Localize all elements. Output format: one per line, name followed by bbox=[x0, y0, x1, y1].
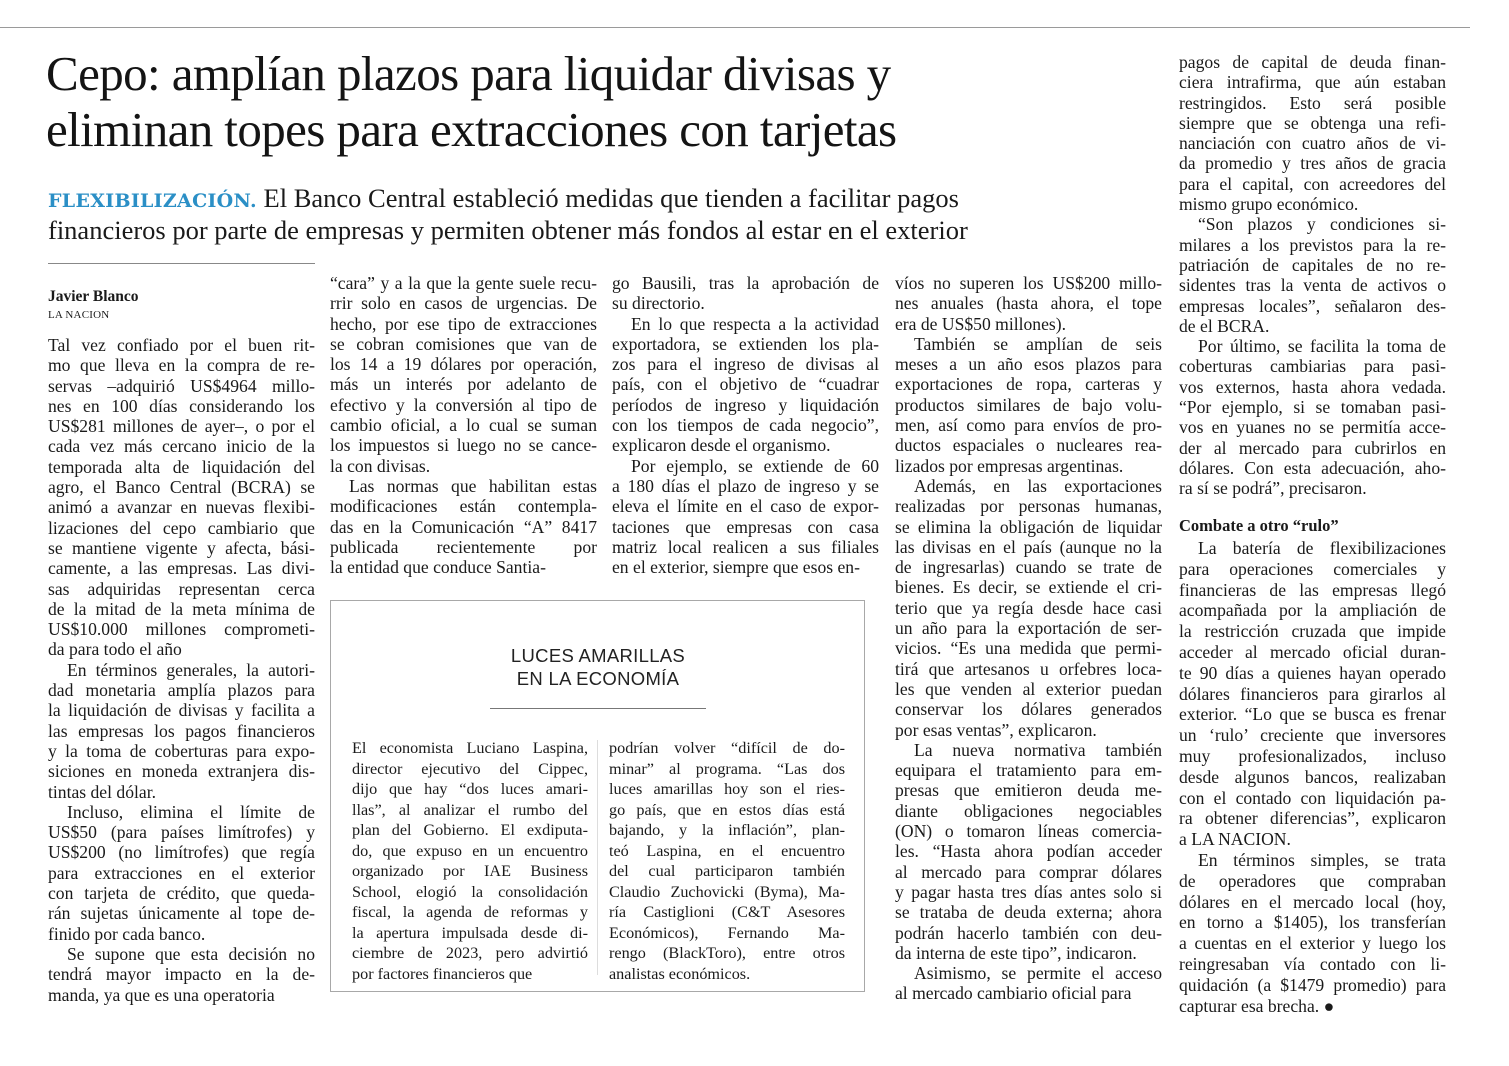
paragraph bbox=[609, 738, 845, 984]
text-line: School, elogió la consolidación bbox=[352, 882, 588, 901]
article-column-3 bbox=[612, 273, 879, 577]
text-line: nes anuales (hasta ahora, el tope bbox=[895, 293, 1162, 314]
text-line: Asimismo, se permite el acceso bbox=[914, 963, 1162, 984]
text-line: de ingresarlas) cuando se trate de bbox=[895, 557, 1162, 578]
sidebar-column-1 bbox=[352, 738, 588, 984]
author-name: Javier Blanco bbox=[48, 288, 139, 305]
byline-rule bbox=[48, 263, 315, 264]
text-line: equipara el tratamiento para em- bbox=[895, 760, 1162, 781]
text-line: pagos de capital de deuda finan- bbox=[1179, 52, 1446, 72]
text-line: lizaciones del cepo cambiario que bbox=[48, 517, 315, 538]
text-line: cada vez más cercano inicio de la bbox=[48, 436, 315, 457]
text-line: la liquidación de divisas y facilita a bbox=[48, 700, 315, 721]
paragraph bbox=[612, 456, 879, 578]
text-line: para operaciones comerciales y bbox=[1179, 558, 1446, 579]
text-line: ductos espaciales o nucleares rea- bbox=[895, 435, 1162, 456]
text-line: mo que lleva en la compra de re- bbox=[48, 355, 315, 376]
text-line: hecho, por ese tipo de extracciones bbox=[330, 313, 597, 334]
paragraph bbox=[1179, 52, 1446, 214]
text-line: men, así como para envíos de pro- bbox=[895, 415, 1162, 436]
text-line: de operadores que compraban bbox=[1179, 870, 1446, 891]
text-line: patriación de capitales de no re- bbox=[1179, 254, 1446, 275]
text-line: la con divisas. bbox=[330, 455, 431, 476]
text-line: También se amplían de seis bbox=[914, 333, 1162, 354]
text-line: Por ejemplo, se extiende de 60 bbox=[631, 455, 879, 476]
text-line: a cuentas en el exterior y luego los bbox=[1179, 933, 1446, 954]
text-line: exterior. “Lo que se busca es frenar bbox=[1179, 704, 1446, 725]
text-line: sidentes tras la venta de activos o bbox=[1179, 275, 1446, 296]
text-line: te 90 días a quienes hayan operado bbox=[1179, 662, 1446, 683]
text-line: animó a avanzar en nuevas flexibi- bbox=[48, 497, 315, 518]
text-line: la restricción cruzada que impide bbox=[1179, 621, 1446, 642]
text-line: nes en 100 días considerando los bbox=[48, 395, 315, 416]
text-line: tintas del dólar. bbox=[48, 781, 156, 802]
text-line: con el contado con liquidación pa- bbox=[1179, 787, 1446, 808]
text-line: nanciación con cuatro años de vi- bbox=[1179, 133, 1446, 154]
paragraph bbox=[895, 273, 1162, 334]
text-line: rán sujetas únicamente al tope de- bbox=[48, 903, 315, 924]
paragraph bbox=[48, 335, 315, 660]
text-line: con los tiempos de cada negocio”, bbox=[612, 415, 879, 436]
text-line: Claudio Zuchovicki (Byma), Ma- bbox=[609, 882, 845, 901]
text-line: quidación (a $1479 promedio) para bbox=[1179, 974, 1446, 995]
sidebar-title-line: EN LA ECONOMÍA bbox=[516, 668, 680, 689]
byline bbox=[48, 287, 139, 323]
sidebar-column-divider bbox=[597, 740, 598, 975]
text-line: matriz local realicen a sus filiales bbox=[612, 536, 879, 557]
text-line: En términos generales, la autori- bbox=[67, 659, 315, 680]
text-line: vicios. “Es una medida que permi- bbox=[895, 638, 1162, 659]
text-line: temporada alta de liquidación del bbox=[48, 456, 315, 477]
text-line: der al mercado para cubrirlos en bbox=[1179, 437, 1446, 458]
text-line: siempre que se obtenga una refi- bbox=[1179, 112, 1446, 133]
text-line: las divisas en el país (aunque no la bbox=[895, 536, 1162, 557]
text-line: ra sí se podrá”, precisaron. bbox=[1179, 478, 1367, 499]
text-line: da promedio y tres años de gracia bbox=[1179, 153, 1446, 174]
subheading: Combate a otro “rulo” bbox=[1179, 516, 1339, 535]
text-line: se trataba de deuda externa; ahora bbox=[895, 902, 1162, 923]
text-line: víos no superen los US$200 millo- bbox=[895, 273, 1162, 293]
text-line: Por último, se facilita la toma de bbox=[1198, 336, 1446, 357]
text-line: zos para el ingreso de divisas al bbox=[612, 354, 879, 375]
text-line: productos similares de bajo volu- bbox=[895, 394, 1162, 415]
text-line: un ‘rulo’ creciente que inversores bbox=[1179, 725, 1446, 746]
text-line: la entidad que conduce Santia- bbox=[330, 557, 546, 578]
text-line: país, con el objetivo de “cuadrar bbox=[612, 374, 879, 395]
text-line: conservar los dólares generados bbox=[895, 699, 1162, 720]
paragraph bbox=[612, 314, 879, 456]
text-line: teó Laspina, en el encuentro bbox=[609, 841, 845, 860]
text-line: Incluso, elimina el límite de bbox=[67, 801, 315, 822]
text-line: realizadas por personas humanas, bbox=[895, 496, 1162, 517]
deck bbox=[48, 184, 1148, 245]
text-line: con tarjeta de crédito, que queda- bbox=[48, 883, 315, 904]
sidebar-column-2 bbox=[609, 738, 845, 984]
headline bbox=[46, 46, 1156, 158]
paragraph bbox=[1179, 336, 1446, 498]
paragraph bbox=[1179, 214, 1446, 336]
sidebar-title-rule bbox=[490, 708, 706, 709]
text-line: se elimina la obligación de liquidar bbox=[895, 516, 1162, 537]
text-line: Las normas que habilitan estas bbox=[349, 475, 597, 496]
text-line: En lo que respecta a la actividad bbox=[631, 313, 879, 334]
author-outlet: LA NACION bbox=[48, 309, 110, 321]
text-line: La batería de flexibilizaciones bbox=[1198, 538, 1446, 558]
text-line: US$200 (no limítrofes) que regía bbox=[48, 842, 315, 863]
text-line: financieras de las empresas llegó bbox=[1179, 579, 1446, 600]
text-line: minar” al programa. “Las dos bbox=[609, 759, 845, 778]
text-line: empresas locales”, señalaron des- bbox=[1179, 295, 1446, 316]
text-line: dijo que hay “dos luces amari- bbox=[352, 780, 588, 798]
text-line: podrán hacerlo también con deu- bbox=[895, 922, 1162, 943]
text-line: llas”, al analizar el rumbo del bbox=[352, 800, 588, 819]
text-line: das en la Comunicación “A” 8417 bbox=[330, 516, 597, 537]
text-line: En términos simples, se trata bbox=[1198, 849, 1446, 870]
text-line: sas adquiridas representan cerca bbox=[48, 578, 315, 599]
text-line: cambio oficial, a lo cual se suman bbox=[330, 415, 597, 436]
text-line: de el BCRA. bbox=[1179, 315, 1270, 336]
text-line: rrir solo en casos de urgencias. De bbox=[330, 293, 597, 314]
text-line: exportaciones de ropa, carteras y bbox=[895, 374, 1162, 395]
text-line: períodos de ingreso y liquidación bbox=[612, 394, 879, 415]
sidebar-title-line: LUCES AMARILLAS bbox=[510, 645, 686, 666]
text-line: y la toma de coberturas para expo- bbox=[48, 740, 315, 761]
text-line: era de US$50 millones). bbox=[895, 313, 1067, 334]
paragraph bbox=[1179, 850, 1446, 1016]
text-line: lizados por empresas argentinas. bbox=[895, 455, 1124, 476]
text-line: Tal vez confiado por el buen rit- bbox=[48, 335, 315, 355]
deck-text: El Banco Central estableció medidas que tienden a facilitar pagos bbox=[263, 183, 959, 213]
headline-line: eliminan topes para extracciones con tarjetas bbox=[46, 102, 897, 157]
text-line: capturar esa brecha. ● bbox=[1179, 995, 1335, 1016]
paragraph bbox=[352, 738, 588, 984]
paragraph bbox=[612, 273, 879, 314]
paragraph bbox=[330, 476, 597, 577]
text-line: al mercado para comprar dólares bbox=[895, 861, 1162, 882]
text-line: presas que emitieron deuda me- bbox=[895, 780, 1162, 801]
text-line: a 180 días el plazo de ingreso y se bbox=[612, 475, 879, 496]
text-line: coberturas cambiarias para pasi- bbox=[1179, 356, 1446, 377]
text-line: las empresas los pagos financieros bbox=[48, 720, 315, 741]
text-line: da para todo el año bbox=[48, 639, 182, 660]
text-line: a LA NACION. bbox=[1179, 829, 1291, 850]
text-line: milares a los previstos para la re- bbox=[1179, 234, 1446, 255]
paragraph bbox=[895, 740, 1162, 963]
text-line: en torno a $1405), los transferían bbox=[1179, 912, 1446, 933]
paragraph bbox=[48, 944, 315, 1005]
text-line: da interna de este tipo”, indicaron. bbox=[895, 942, 1137, 963]
text-line: fiscal, la agenda de reformas y bbox=[352, 903, 588, 921]
text-line: eleva el límite en el caso de expor- bbox=[612, 496, 879, 517]
text-line: US$10.000 millones comprometi- bbox=[48, 619, 315, 640]
text-line: servas –adquirió US$4964 millo- bbox=[48, 375, 315, 396]
deck-text: financieros por parte de empresas y permiten obtener más fondos al estar en el exterior bbox=[48, 215, 968, 245]
text-line: El economista Luciano Laspina, bbox=[352, 739, 588, 757]
text-line: (ON) o tomaron líneas comercia- bbox=[895, 821, 1162, 842]
article-column-4 bbox=[895, 273, 1162, 1004]
paragraph bbox=[48, 660, 315, 802]
headline-line: Cepo: amplían plazos para liquidar divisas y bbox=[46, 46, 891, 101]
text-line: explicaron desde el organismo. bbox=[612, 435, 831, 456]
text-line: finido por cada banco. bbox=[48, 923, 206, 944]
text-line: diante obligaciones negociables bbox=[895, 800, 1162, 821]
text-line: ría Castiglioni (C&T Asesores bbox=[609, 903, 845, 921]
paragraph bbox=[48, 802, 315, 944]
text-line: para el capital, con acreedores del bbox=[1179, 173, 1446, 194]
text-line: bajando, y la inflación”, plan- bbox=[609, 821, 845, 839]
text-line: taciones que empresas con casa bbox=[612, 516, 879, 537]
text-line: dólares en el mercado local (hoy, bbox=[1179, 891, 1446, 912]
text-line: camente, a las empresas. Las divi- bbox=[48, 558, 315, 579]
section-label: FLEXIBILIZACIÓN. bbox=[48, 190, 257, 212]
text-line: y pagar hasta tres días antes solo si bbox=[895, 881, 1162, 902]
text-line: dad monetaria amplía plazos para bbox=[48, 680, 315, 701]
paragraph bbox=[895, 963, 1162, 1004]
article-column-2 bbox=[330, 273, 597, 577]
text-line: manda, ya que es una operatoria bbox=[48, 984, 275, 1005]
text-line: Además, en las exportaciones bbox=[914, 475, 1162, 496]
text-line: acompañada por la ampliación de bbox=[1179, 600, 1446, 621]
text-line: tendrá mayor impacto en la de- bbox=[48, 964, 315, 985]
text-line: les que venden al exterior puedan bbox=[895, 678, 1162, 699]
text-line: dólares financieros para girarlos al bbox=[1179, 683, 1446, 704]
text-line: terio que ya regía desde hace casi bbox=[895, 597, 1162, 618]
article-column-5-continued bbox=[1179, 538, 1446, 1016]
paragraph bbox=[1179, 538, 1446, 850]
text-line: “Por ejemplo, si se tomaban pasi- bbox=[1179, 397, 1446, 418]
paragraph bbox=[895, 476, 1162, 740]
text-line: modificaciones están contempla- bbox=[330, 496, 597, 517]
text-line: reingresaban vía contado con li- bbox=[1179, 953, 1446, 974]
text-line: se mantiene vigente y afecta, bási- bbox=[48, 537, 315, 558]
paragraph bbox=[895, 334, 1162, 476]
text-line: un año para la exportación de ser- bbox=[895, 618, 1162, 639]
text-line: meses a un año esos plazos para bbox=[895, 354, 1162, 375]
text-line: ciembre de 2023, pero advirtió bbox=[352, 944, 588, 962]
text-line: les. “Hasta ahora podían acceder bbox=[895, 841, 1162, 862]
text-line: del cual participaron también bbox=[609, 862, 845, 880]
text-line: Económicos), Fernando Ma- bbox=[609, 923, 845, 942]
text-line: los impuestos si luego no se cance- bbox=[330, 435, 597, 456]
text-line: al mercado cambiario oficial para bbox=[895, 983, 1132, 1004]
text-line: por esas ventas”, explicaron. bbox=[895, 719, 1097, 740]
text-line: ra obtener diferencias”, explicaron bbox=[1179, 808, 1446, 829]
text-line: su directorio. bbox=[612, 293, 705, 314]
text-line: rengo (BlackToro), entre otros bbox=[609, 944, 845, 962]
text-line: plan del Gobierno. El exdiputa- bbox=[352, 821, 588, 839]
text-line: de la mitad de la meta mínima de bbox=[48, 598, 315, 619]
text-line: la apertura impulsada desde di- bbox=[352, 923, 588, 942]
text-line: organizado por IAE Business bbox=[352, 862, 588, 880]
text-line: “Son plazos y condiciones si- bbox=[1198, 214, 1446, 235]
text-line: restringidos. Esto será posible bbox=[1179, 92, 1446, 113]
article-column-1 bbox=[48, 335, 315, 1005]
text-line: en el exterior, siempre que esos en- bbox=[612, 557, 860, 578]
text-line: luces amarillas hoy son el ries- bbox=[609, 780, 845, 798]
text-line: do, que expuso en un encuentro bbox=[352, 841, 588, 860]
text-line: analistas económicos. bbox=[609, 964, 751, 983]
text-line: más un interés por adelanto de bbox=[330, 374, 597, 395]
text-line: bienes. Es decir, se extiende el cri- bbox=[895, 577, 1162, 598]
text-line: para extracciones en el exterior bbox=[48, 862, 315, 883]
text-line: publicada recientemente por bbox=[330, 536, 597, 557]
text-line: mismo grupo económico. bbox=[1179, 194, 1359, 215]
article-column-5 bbox=[1179, 52, 1446, 499]
text-line: vos externos, hasta ahora vedada. bbox=[1179, 376, 1446, 397]
text-line: acceder al mercado oficial duran- bbox=[1179, 641, 1446, 662]
text-line: Se supone que esta decisión no bbox=[67, 943, 315, 964]
text-line: muy profesionalizados, incluso bbox=[1179, 745, 1446, 766]
text-line: “cara” y a la que la gente suele recu- bbox=[330, 273, 597, 293]
text-line: siciones en moneda extranjera dis- bbox=[48, 761, 315, 782]
text-line: desde algunos bancos, realizaban bbox=[1179, 766, 1446, 787]
sidebar-title bbox=[330, 644, 866, 690]
text-line: por factores financieros que bbox=[352, 964, 533, 983]
text-line: los 14 a 19 dólares por operación, bbox=[330, 354, 597, 375]
text-line: vos en yuanes no se permitía acce- bbox=[1179, 417, 1446, 438]
text-line: podrían volver “difícil de do- bbox=[609, 739, 845, 757]
text-line: ciera intrafirma, que aún estaban bbox=[1179, 72, 1446, 93]
text-line: US$50 (para países limítrofes) y bbox=[48, 822, 315, 843]
text-line: director ejecutivo del Cippec, bbox=[352, 759, 588, 778]
text-line: exportadora, se extienden los pla- bbox=[612, 333, 879, 354]
text-line: tirá que artesanos u orfebres loca- bbox=[895, 658, 1162, 679]
text-line: se cobran comisiones que van de bbox=[330, 333, 597, 354]
text-line: go Bausili, tras la aprobación de bbox=[612, 273, 879, 293]
text-line: efectivo y la conversión al tipo de bbox=[330, 394, 597, 415]
paragraph bbox=[330, 273, 597, 476]
top-rule bbox=[0, 27, 1470, 28]
text-line: agro, el Banco Central (BCRA) se bbox=[48, 477, 315, 498]
text-line: go país, que en estos días está bbox=[609, 800, 845, 819]
text-line: US$281 millones de ayer–, o por el bbox=[48, 416, 315, 437]
text-line: La nueva normativa también bbox=[914, 739, 1162, 760]
text-line: dólares. Con esta adecuación, aho- bbox=[1179, 457, 1446, 478]
